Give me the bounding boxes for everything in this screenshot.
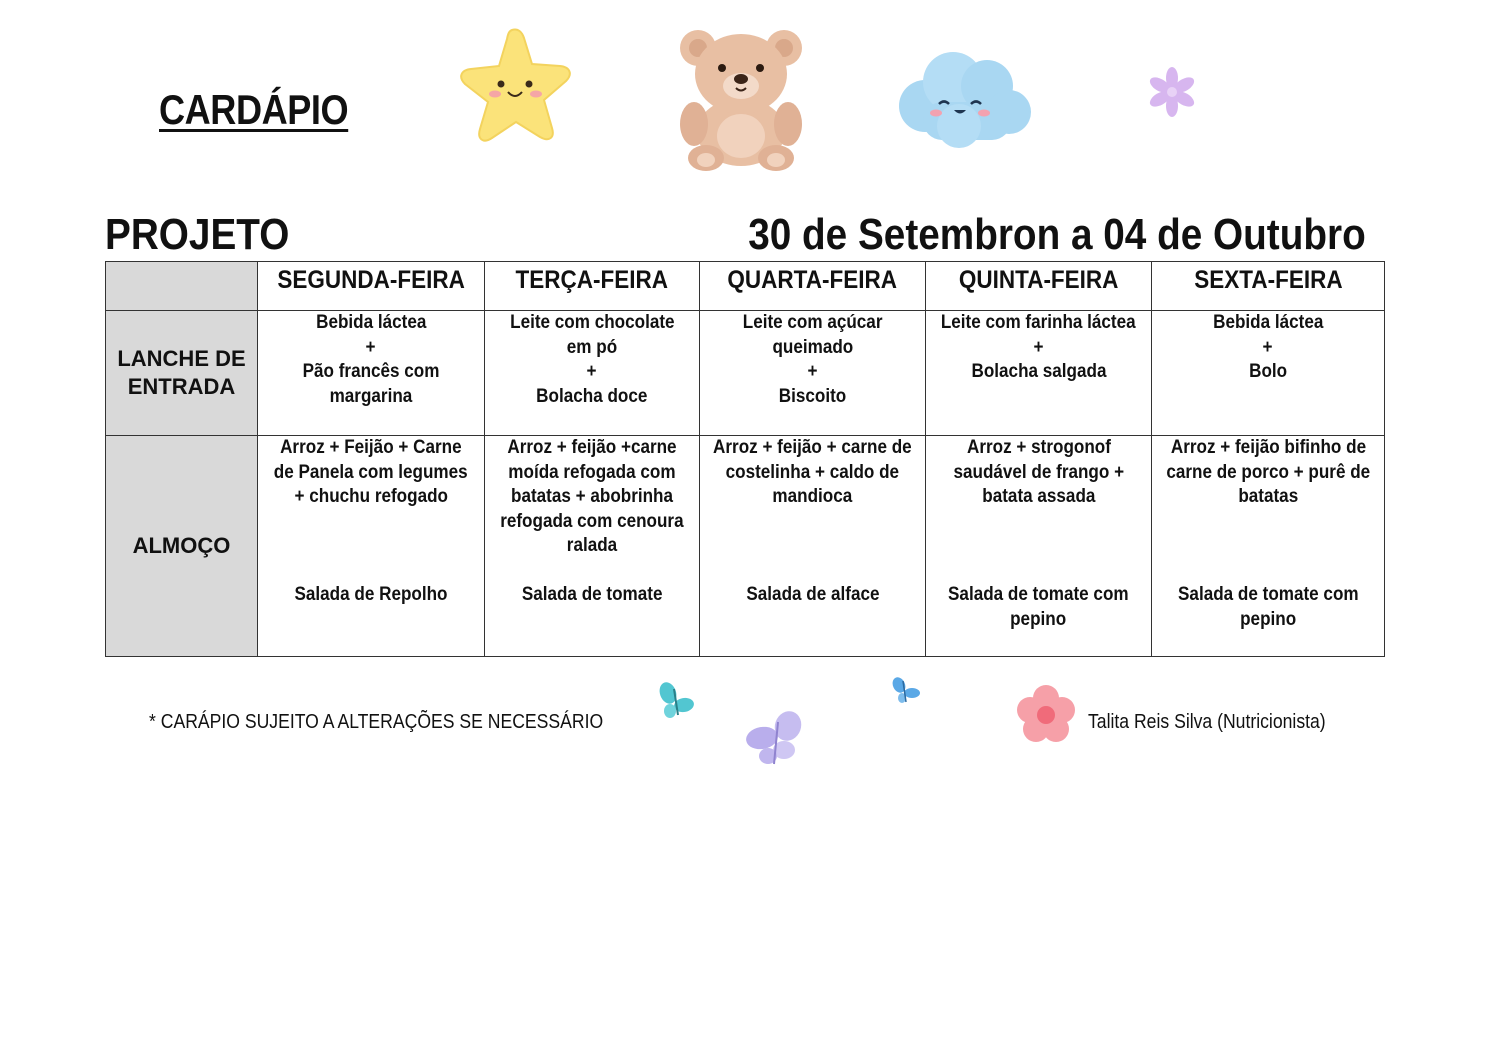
day-header: SEGUNDA-FEIRA bbox=[258, 262, 485, 311]
day-header: QUINTA-FEIRA bbox=[926, 262, 1152, 311]
butterfly-icon bbox=[744, 708, 810, 770]
day-header: QUARTA-FEIRA bbox=[700, 262, 926, 311]
menu-cell: Leite com farinha láctea + Bolacha salgada bbox=[926, 311, 1152, 436]
table-header-row bbox=[106, 262, 1385, 311]
page-title: CARDÁPIO bbox=[159, 86, 349, 133]
main-dish: Arroz + feijão + carne de costelinha + caldo de mandioca bbox=[713, 437, 912, 507]
butterfly-icon bbox=[890, 676, 922, 706]
date-range: 30 de Setembron a 04 de Outubro bbox=[748, 210, 1366, 259]
menu-cell: Leite com chocolate em pó + Bolacha doce bbox=[485, 311, 700, 436]
table-row bbox=[106, 311, 1385, 436]
salad: Salada de tomate com pepino bbox=[948, 584, 1129, 630]
salad: Salada de tomate bbox=[521, 584, 663, 605]
salad: Salada de Repolho bbox=[294, 584, 448, 605]
menu-cell: Leite com açúcar queimado + Biscoito bbox=[700, 311, 926, 436]
footnote: * CARÁPIO SUJEITO A ALTERAÇÕES SE NECESSÁRIO bbox=[149, 711, 604, 733]
menu-cell bbox=[1152, 436, 1385, 657]
menu-cell bbox=[258, 436, 485, 657]
menu-cell bbox=[485, 436, 700, 657]
project-label: PROJETO bbox=[105, 210, 290, 259]
day-header: SEXTA-FEIRA bbox=[1152, 262, 1385, 311]
main-dish: Arroz + feijão bifinho de carne de porco + purê de batatas bbox=[1166, 437, 1370, 507]
row-label: LANCHE DE ENTRADA bbox=[106, 311, 258, 436]
main-dish: Arroz + Feijão + Carne de Panela com legumes + chuchu refogado bbox=[274, 437, 468, 507]
menu-cell bbox=[926, 436, 1152, 657]
flower-icon bbox=[1146, 66, 1198, 118]
main-dish: Arroz + strogonof saudável de frango + batata assada bbox=[953, 437, 1124, 507]
table-row bbox=[106, 436, 1385, 657]
menu-cell: Bebida láctea + Bolo bbox=[1152, 311, 1385, 436]
main-dish: Arroz + feijão +carne moída refogada com batatas + abobrinha refogada com cenoura ralada bbox=[500, 437, 684, 556]
salad: Salada de alface bbox=[745, 584, 880, 605]
teddy-bear-icon bbox=[672, 24, 810, 172]
star-face-icon bbox=[452, 24, 580, 156]
butterfly-icon bbox=[656, 681, 698, 721]
menu-cell bbox=[700, 436, 926, 657]
signature: Talita Reis Silva (Nutricionista) bbox=[1088, 711, 1326, 733]
table-corner-cell bbox=[106, 262, 258, 311]
day-header: TERÇA-FEIRA bbox=[485, 262, 700, 311]
menu-cell: Bebida láctea + Pão francês com margarina bbox=[258, 311, 485, 436]
salad: Salada de tomate com pepino bbox=[1177, 584, 1359, 630]
row-label: ALMOÇO bbox=[106, 436, 258, 657]
flower-icon bbox=[1013, 681, 1079, 749]
cloud-face-icon bbox=[895, 46, 1035, 152]
menu-table bbox=[105, 261, 1385, 657]
